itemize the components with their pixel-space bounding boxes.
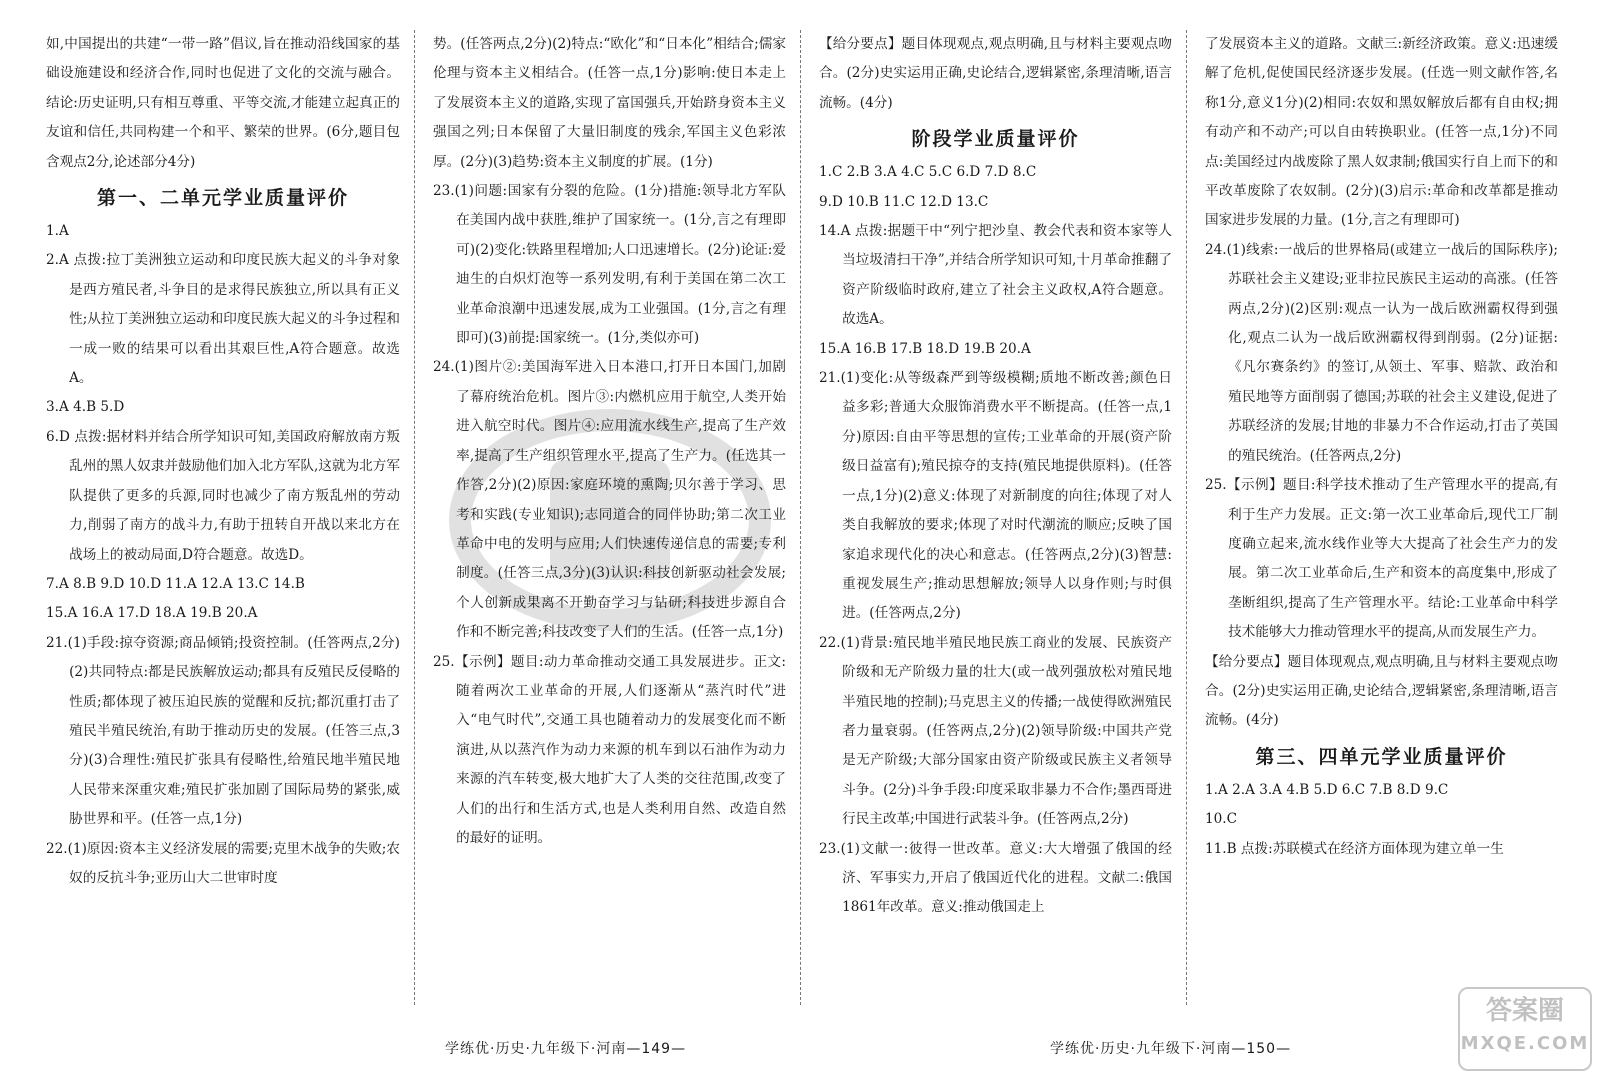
answer-item: 21.(1)变化:从等级森严到等级模糊;质地不断改善;颜色日益多彩;普通大众服饰消费水平不断提高。(任答一点,1分)原因:自由平等思想的宣传;工业革命的开展(资产阶级日益富有);殖民掠夺的支持(殖民地提供原料)。(任答一点,1分)(2)意义:体现了对新制度的向往;体现了对人类自我解放的要求;体现了对时代潮流的顺应;反映了国家追求现代化的决心和意志。(任答两点,2分)(3)智慧:重视发展生产;推动思想解放;领导人以身作则;与时俱进。(任答两点,2分) xyxy=(819,370,1172,622)
answer-item: 6.D 点拨:据材料并结合所学知识可知,美国政府解放南方叛乱州的黑人奴隶并鼓励他们加入北方军队,这就为北方军队提供了更多的兵源,同时也减少了南方叛乱州的劳动力,削弱了南方的战斗力,有助于扭转自开战以来北方在战场上的被动局面,D符合题意。故选D。 xyxy=(46,428,400,563)
column-4 xyxy=(1186,30,1572,1005)
answer-item: 15.A 16.B 17.B 18.D 19.B 20.A xyxy=(819,340,1031,357)
answer-item: 22.(1)背景:殖民地半殖民地民族工商业的发展、民族资产阶级和无产阶级力量的壮大(或一战列强放松对殖民地半殖民地的控制);马克思主义的传播;一战使得欧洲殖民者力量衰弱。(任答两点,2分)(2)领导阶级:中国共产党是无产阶级;大部分国家由资产阶级或民族主义者领导斗争。(2分)斗争手段:印度采取非暴力不合作;墨西哥进行民主改革;中国进行武装斗争。(任答两点,2分) xyxy=(819,634,1172,828)
answer-item: 24.(1)图片②:美国海军进入日本港口,打开日本国门,加剧了幕府统治危机。图片③:内燃机应用于航空,人类开始进入航空时代。图片④:应用流水线生产,提高了生产效率,提高了生产组织管理水平,提高了生产力。(任选其一作答,2分)(2)原因:家庭环境的熏陶;贝尔善于学习、思考和实践(专业知识);志同道合的同伴协助;第二次工业革命中电的发明与应用;人们快速传递信息的需要;专利制度。(任答三点,3分)(3)认识:科技创新驱动社会发展;个人创新成果离不开勤奋学习与钻研;科技进步源自合作和不断完善;科技改变了人们的生活。(任答一点,1分) xyxy=(433,359,786,641)
answer-paragraph: 如,中国提出的共建“一带一路”倡议,旨在推动沿线国家的基础设施建设和经济合作,同时也促进了文化的交流与融合。结论:历史证明,只有相互尊重、平等交流,才能建立起真正的友谊和信任,共同构建一个和平、繁荣的世界。(6分,题目包含观点2分,论述部分4分) xyxy=(46,36,400,170)
column-2 xyxy=(414,30,800,1005)
answer-item: 11.B 点拨:苏联模式在经济方面体现为建立单一生 xyxy=(1205,840,1504,857)
page-footer-right: 学练优·历史·九年级下·河南—150— xyxy=(1050,1041,1292,1057)
answer-item: 1.A xyxy=(46,223,69,240)
corner-logo-text: 答案圈 xyxy=(1485,996,1564,1026)
section-heading: 第一、二单元学业质量评价 xyxy=(96,187,349,210)
answer-item: 15.A 16.A 17.D 18.A 19.B 20.A xyxy=(46,605,258,622)
answer-item: 7.A 8.B 9.D 10.D 11.A 12.A 13.C 14.B xyxy=(46,575,305,592)
answer-item: 1.C 2.B 3.A 4.C 5.C 6.D 7.D 8.C xyxy=(819,164,1037,181)
answer-item: 3.A 4.B 5.D xyxy=(46,399,125,416)
answer-item: 22.(1)原因:资本主义经济发展的需要;克里木战争的失败;农奴的反抗斗争;亚历山大二世审时度 xyxy=(46,840,400,886)
page-footer-left: 学练优·历史·九年级下·河南—149— xyxy=(445,1041,687,1057)
corner-logo-icon xyxy=(1458,987,1592,1071)
answer-item: 25.【示例】题目:科学技术推动了生产管理水平的提高,有利于生产力发展。正文:第一次工业革命后,现代工厂制度确立起来,流水线作业等大大提高了社会生产力的发展。第二次工业革命后,生产和资本的高度集中,形成了垄断组织,提高了生产管理水平。结论:工业革命中科学技术能够大力推动管理水平的提高,从而发展生产力。 xyxy=(1205,477,1558,641)
answer-paragraph: 势。(任答两点,2分)(2)特点:“欧化”和“日本化”相结合;儒家伦理与资本主义相结合。(任答一点,1分)影响:使日本走上了发展资本主义的道路,实现了富国强兵,开始跻身资本主义强国之列;日本保留了大量旧制度的残余,军国主义色彩浓厚。(2分)(3)趋势:资本主义制度的扩展。(1分) xyxy=(433,36,786,170)
answer-paragraph: 了发展资本主义的道路。文献三:新经济政策。意义:迅速缓解了危机,促使国民经济逐步发展。(任选一则文献作答,名称1分,意义1分)(2)相同:农奴和黑奴解放后都有自由权;拥有动产和不动产;可以自由转换职业。(任答一点,1分)不同点:美国经过内战废除了黑人奴隶制;俄国实行自上而下的和平改革废除了农奴制。(2分)(3)启示:革命和改革都是推动国家进步发展的力量。(1分,言之有理即可) xyxy=(1205,36,1558,229)
text-columns xyxy=(28,30,1572,1005)
section-heading: 第三、四单元学业质量评价 xyxy=(1255,745,1508,768)
answer-paragraph: 【给分要点】题目体现观点,观点明确,且与材料主要观点吻合。(2分)史实运用正确,史论结合,逻辑紧密,条理清晰,语言流畅。(4分) xyxy=(1205,653,1558,729)
answer-item: 23.(1)文献一:彼得一世改革。意义:大大增强了俄国的经济、军事实力,开启了俄国近代化的进程。文献二:俄国1861年改革。意义:推动俄国走上 xyxy=(819,840,1172,916)
answer-item: 24.(1)线索:一战后的世界格局(或建立一战后的国际秩序);苏联社会主义建设;亚非拉民族民主运动的高涨。(任答两点,2分)(2)区别:观点一认为一战后欧洲霸权得到强化,观点二认为一战后欧洲霸权得到削弱。(2分)证据:《凡尔赛条约》的签订,从领土、军事、赔款、政治和殖民地等方面削弱了德国;苏联的社会主义建设,促进了苏联经济的发展;甘地的非暴力不合作运动,打击了英国的殖民统治。(任答两点,2分) xyxy=(1205,241,1558,464)
answer-item: 1.A 2.A 3.A 4.B 5.D 6.C 7.B 8.D 9.C xyxy=(1205,781,1449,798)
answer-item: 9.D 10.B 11.C 12.D 13.C xyxy=(819,193,989,210)
answer-item: 14.A 点拨:据题干中“列宁把沙皇、教会代表和资本家等人当垃圾清扫干净”,并结合所学知识可知,十月革命推翻了资产阶级临时政府,建立了社会主义政权,A符合题意。故选A。 xyxy=(819,223,1172,328)
answer-item: 10.C xyxy=(1205,811,1238,828)
answer-item: 2.A 点拨:拉丁美洲独立运动和印度民族大起义的斗争对象是西方殖民者,斗争目的是求得民族独立,所以具有正义性;从拉丁美洲独立运动和印度民族大起义的斗争过程和一成一败的结果可以看出其艰巨性,A符合题意。故选A。 xyxy=(46,252,400,387)
answer-paragraph: 【给分要点】题目体现观点,观点明确,且与材料主要观点吻合。(2分)史实运用正确,史论结合,逻辑紧密,条理清晰,语言流畅。(4分) xyxy=(819,36,1172,111)
answer-item: 25.【示例】题目:动力革命推动交通工具发展进步。正文:随着两次工业革命的开展,人们逐渐从“蒸汽时代”进入“电气时代”,交通工具也随着动力的发展变化而不断演进,从以蒸汽作为动力来源的机车到以石油作为动力来源的汽车转变,极大地扩大了人类的交往范围,改变了人们的出行和生活方式,也是人类利用自然、改造自然的最好的证明。 xyxy=(433,653,786,846)
corner-logo-url: MXQE.COM xyxy=(1460,1033,1590,1054)
column-3 xyxy=(800,30,1186,1005)
answer-item: 21.(1)手段:掠夺资源;商品倾销;投资控制。(任答两点,2分)(2)共同特点:都是民族解放运动;都具有反殖民反侵略的性质;都体现了被压迫民族的觉醒和反抗;都沉重打击了殖民半殖民统治,有助于推动历史的发展。(任答三点,3分)(3)合理性:殖民扩张具有侵略性,给殖民地半殖民地人民带来深重灾难;殖民扩张加剧了国际局势的紧张,威胁世界和平。(任答一点,1分) xyxy=(46,634,400,828)
column-1 xyxy=(28,30,414,1005)
section-heading: 阶段学业质量评价 xyxy=(911,128,1080,151)
answer-item: 23.(1)问题:国家有分裂的危险。(1分)措施:领导北方军队在美国内战中获胜,维护了国家统一。(1分,言之有理即可)(2)变化:铁路里程增加;人口迅速增长。(2分)论证:爱迪生的白炽灯泡等一系列发明,有利于美国在第二次工业革命浪潮中迅速发展,成为工业强国。(1分,言之有理即可)(3)前提:国家统一。(1分,类似亦可) xyxy=(433,183,786,347)
